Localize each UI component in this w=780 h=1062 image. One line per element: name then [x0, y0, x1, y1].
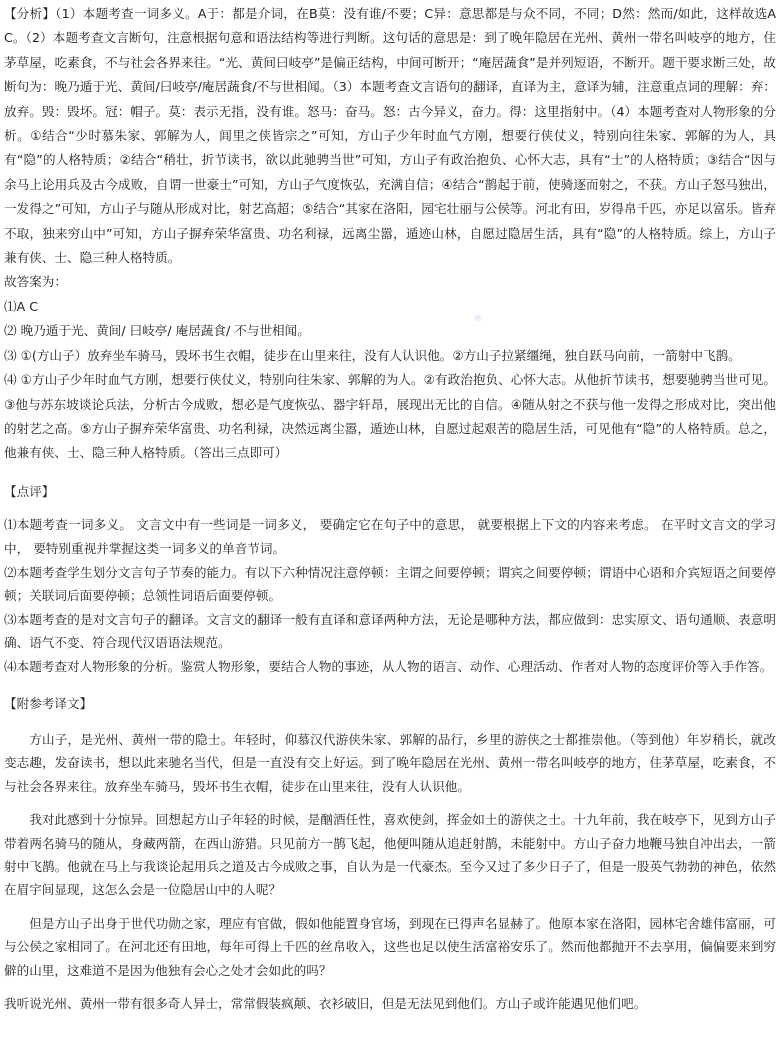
- comment-item-2: ⑵本题考查学生划分文言句子节奏的能力。有以下六种情况注意停顿：主谓之间要停顿；谓宾之间要停顿；谓语中心语和介宾短语之间要停顿；关联词后面要停顿；总领性词语后面要停顿。: [4, 564, 776, 604]
- comment-item-4: ⑷本题考查对人物形象的分析。鉴赏人物形象，要结合人物的事迹，从人物的语言、动作、心理活动、作者对人物的态度评价等入手作答。: [4, 658, 773, 674]
- translation-heading: 【附参考译文】: [4, 696, 93, 712]
- analysis-paragraph: 【分析】（1）本题考查一词多义。A于：都是介词，在B莫：没有谁/不要；C异：意思都是与众不同，不同；D然：然而/如此，这样故选AC。（2）本题考查文言断句，注意根据句意和语法结构等进行判断。这句话的意思是：到了晚年隐居在光州、黄州一带名叫岐亭的地方，住茅草屋，吃素食，不与社会各界来往。“光、黄间曰岐亭”是偏正结构，中间可断开；“庵居蔬食”是并列短语，不断开。题干要求断三处，故断句为：晚乃遁于光、黄间/曰岐亭/庵居蔬食/不与世相闻。（3）本题考查文言语句的翻译，直译为主，意译为辅，注意重点词的理解：弃：放弃。毁：毁坏。冠：帽子。莫：表示无指，没有谁。怒马：奋马。怒：古今异义，奋力。得：这里指射中。（4）本题考查对人物形象的分析。①结合“少时慕朱家、郭解为人，闾里之侠皆宗之”可知，方山子少年时血气方刚，想要行侠仗义，特别向往朱家、郭解的为人，具有“隐”的人格特质；②结合“稍壮，折节读书，欲以此驰骋当世”可知，方山子有政治抱负、心怀大志，具有“士”的人格特质；③结合“因与余马上论用兵及古今成败，自谓一世豪士”可知，方山子气度恢弘，充满自信；④结合“鹊起于前，使骑逐而射之，不获。方山子怒马独出，一发得之”可知，方山子与随从形成对比，射艺高超；⑤结合“其家在洛阳，园宅壮丽与公侯等。河北有田，岁得帛千匹，亦足以富乐。皆弃不取，独来穷山中”可知，方山子摒弃荣华富贵、功名利禄，远离尘嚣，遁迹山林，自愿过隐居生活，具有“隐”的人格特质。综上，方山子兼有侠、士、隐三种人格特质。: [4, 6, 776, 266]
- document-page: [4, 2, 776, 1015]
- translation-paragraph-2: 我对此感到十分惊异。回想起方山子年轻的时候，是酗酒任性，喜欢使剑，挥金如土的游侠之士。十九年前，我在岐亭下，见到方山子带着两名骑马的随从，身藏两箭，在西山游猎。只见前方一鹊飞起，他便叫随从追赶射鹊，未能射中。方山子奋力地鞭马独自冲出去，一箭射中飞鹊。他就在马上与我谈论起用兵之道及古今成败之事，自认为是一代豪杰。至今又过了多少日子了，但是一股英气勃勃的神色，依然在眉宇间显现，这怎么会是一位隐居山中的人呢？: [4, 812, 776, 898]
- translation-paragraph-3: 但是方山子出身于世代功勋之家，理应有官做，假如他能置身官场，到现在已得声名显赫了。他原本家在洛阳，园林宅舍雄伟富丽，可与公侯之家相同了。在河北还有田地，每年可得上千匹的丝帛收入，这些也足以使生活富裕安乐了。然而他都抛开不去享用，偏偏要来到穷僻的山里，这难道不是因为他独有会心之处才会如此的吗？: [4, 915, 776, 978]
- answer-2: ⑵ 晚乃遁于光、黄间/ 曰岐亭/ 庵居蔬食/ 不与世相闻。: [4, 323, 310, 339]
- translation-paragraph-1: 方山子，是光州、黄州一带的隐士。年轻时，仰慕汉代游侠朱家、郭解的品行，乡里的游侠之士都推崇他。（等到他）年岁稍长，就改变志趣，发奋读书，想以此来驰名当代，但是一直没有交上好运。到了晚年隐居在光州、黄州一带名叫岐亭的地方，住茅草屋，吃素食，不与社会各界来往。放弃坐车骑马，毁坏书生衣帽，徒步在山里来往，没有人认识他。: [4, 731, 776, 794]
- translation-paragraph-4: 我听说光州、黄州一带有很多奇人异士，常常假装疯颠、衣衫破旧，但是无法见到他们。方山子或许能遇见他们吧。: [4, 995, 647, 1011]
- answer-label: 故答案为：: [4, 274, 67, 290]
- comment-section: [4, 480, 776, 679]
- comment-item-3: ⑶本题考查的是对文言句子的翻译。文言文的翻译一般有直译和意译两种方法，无论是哪种方法，都应做到：忠实原文、语句通顺、表意明确、语气不变、符合现代汉语语法规范。: [4, 611, 776, 651]
- comment-heading: 【点评】: [4, 483, 55, 499]
- analysis-section: [4, 2, 776, 466]
- translation-section: [4, 692, 776, 1015]
- comment-item-1: ⑴本题考查一词多义。 文言文中有一些词是一词多义， 要确定它在句子中的意思， 就要根据上下文的内容来考虑。 在平时文言文的学习中， 要特别重视并掌握这类一词多义的单音节词。: [4, 517, 776, 556]
- answer-4: ⑷ ①方山子少年时血气方刚，想要行侠仗义，特别向往朱家、郭解的为人。②有政治抱负、心怀大志。从他折节读书，想要驰骋当世可见。③他与苏东坡谈论兵法，分析古今成败，想必是气度恢弘、器宇轩昂，展现出无比的自信。④随从射之不获与他一发得之形成对比，突出他的射艺之高。⑤方山子摒弃荣华富贵、功名利禄，决然远离尘嚣，遁迹山林，自愿过起艰苦的隐居生活，可见他有“隐”的人格特质。总之，他兼有侠、士、隐三种人格特质。（答出三点即可）: [4, 372, 776, 461]
- watermark: .: [463, 293, 489, 331]
- answer-3: ⑶ ①(方山子）放弃坐车骑马，毁坏书生衣帽，徒步在山里来往，没有人认识他。②方山子拉紧缰绳，独自跃马向前，一箭射中飞鹊。: [4, 347, 741, 363]
- answer-1: ⑴A C: [4, 298, 39, 314]
